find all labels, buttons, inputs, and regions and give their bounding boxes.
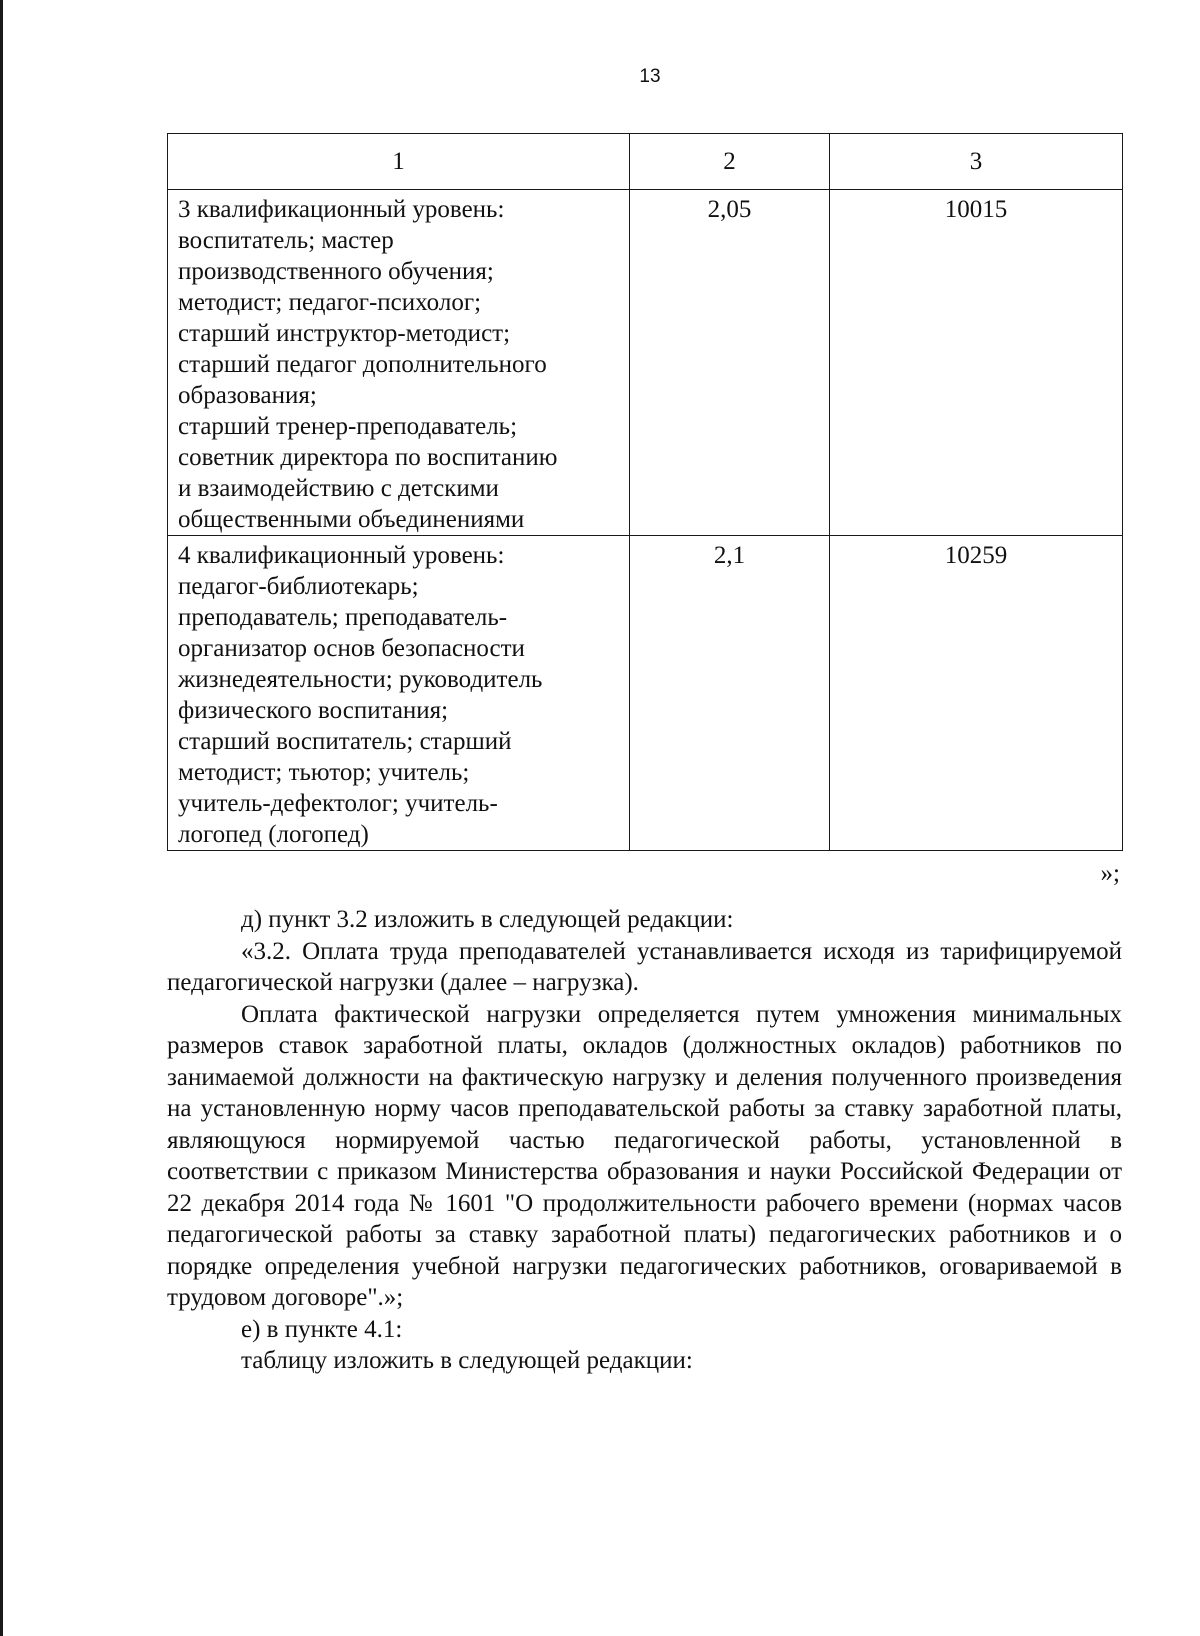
table-header-cell: 1 [168,134,630,190]
qualification-level-description: 4 квалификационный уровень: педагог-библиотекарь; преподаватель; преподаватель- организатор основ безопасности жизнедеятельности; руководитель физического воспитания; старший воспитатель; старший методист; тьютор; учитель; учитель-дефектолог; учитель- логопед (логопед) [168,536,630,851]
paragraph-clause-3-2: «3.2. Оплата труда преподавателей устанавливается исходя из тарифицируемой педагогической нагрузки (далее – нагрузка). [167,937,1122,996]
table-header-row [168,134,1123,190]
document-body [167,904,1122,1377]
paragraph-item-d: д) пункт 3.2 изложить в следующей редакции: [241,906,734,933]
paragraph-payment-calculation: Оплата фактической нагрузки определяется путем умножения минимальных размеров ставок заработной платы, окладов (должностных окладов) работников по занимаемой должности на фактическую нагрузку и деления полученного произведения на установленную норму часов преподавательской работы за ставку заработной платы, являющуюся нормируемой частью педагогической работы, установленной в соответствии с приказом Министерства образования и науки Российской Федерации от 22 декабря 2014 года № 1601 "О продолжительности рабочего времени (нормах часов педагогической работы за ставку заработной платы) педагогических работников и о порядке определения учебной нагрузки педагогических работников, оговариваемой в трудовом договоре".»; [167,1000,1122,1311]
coefficient-cell: 2,05 [630,190,830,536]
scan-left-edge [0,0,3,1636]
paragraph-item-e: е) в пункте 4.1: [241,1315,403,1343]
table-header-cell: 3 [830,134,1123,190]
table-closing-mark: »; [1100,860,1120,887]
coefficient-cell: 2,1 [630,536,830,851]
table-row [168,190,1123,536]
qualification-level-description: 3 квалификационный уровень: воспитатель; мастер производственного обучения; методист; педагог-психолог; старший инструктор-методист; старший педагог дополнительного образования; старший тренер-преподаватель; советник директора по воспитанию и взаимодействию с детскими общественными объединениями [168,190,630,536]
page-number: 13 [639,66,661,87]
qualification-table [167,133,1123,851]
salary-cell: 10015 [830,190,1123,536]
table-header-cell: 2 [630,134,830,190]
salary-cell: 10259 [830,536,1123,851]
table-row [168,536,1123,851]
paragraph-table-instruction: таблицу изложить в следующей редакции: [241,1347,693,1374]
